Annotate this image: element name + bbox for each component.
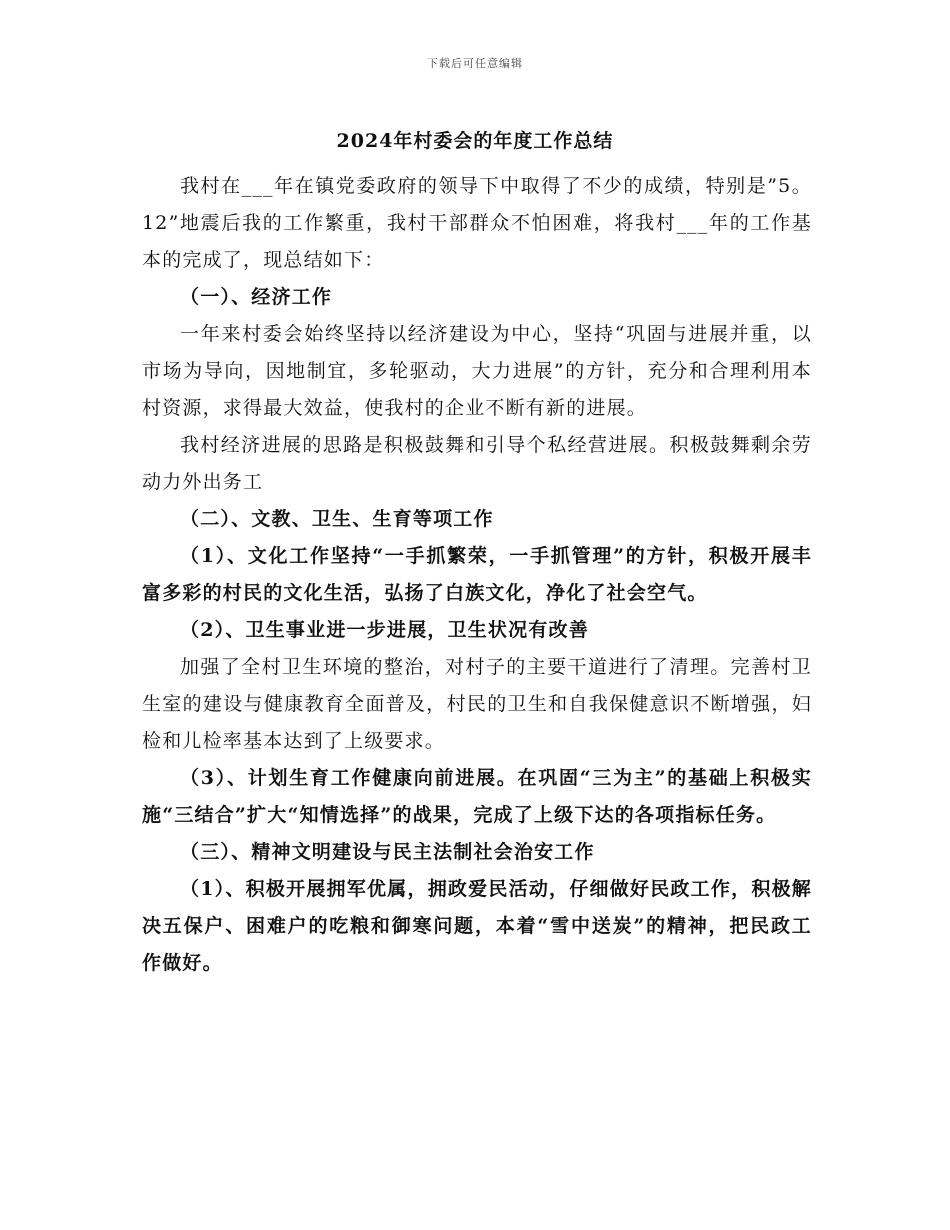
section-heading-civilization: （三）、精神文明建设与民主法制社会治安工作 xyxy=(180,841,595,863)
section-heading-culture-health: （二）、文教、卫生、生育等项工作 xyxy=(180,508,494,530)
section-heading-economy: （一）、经济工作 xyxy=(180,286,333,308)
document-title: 2024年村委会的年度工作总结 xyxy=(336,130,614,152)
subheading-health: （2）、卫生事业进一步进展，卫生状况有改善 xyxy=(180,619,589,641)
document-body xyxy=(142,168,812,982)
header-note: 下载后可任意编辑 xyxy=(427,57,523,70)
paragraph-economy-2: 我村经济进展的思路是积极鼓舞和引导个私经营进展。积极鼓舞剩余劳动力外出务工 xyxy=(142,434,812,493)
paragraph-economy-1: 一年来村委会始终坚持以经济建设为中心，坚持“巩固与进展并重，以市场为导向，因地制宜，多轮驱动，大力进展”的方针，充分和合理利用本村资源，求得最大效益，使我村的企业不断有新的进展。 xyxy=(142,323,812,419)
paragraph-intro: 我村在___年在镇党委政府的领导下中取得了不少的成绩，特别是”5。12”地震后我的工作繁重，我村干部群众不怕困难，将我村___年的工作基本的完成了，现总结如下： xyxy=(142,175,812,271)
paragraph-family-planning: （3）、计划生育工作健康向前进展。在巩固“三为主”的基础上积极实施“三结合”扩大“知情选择”的战果，完成了上级下达的各项指标任务。 xyxy=(142,767,812,826)
paragraph-health: 加强了全村卫生环境的整治，对村子的主要干道进行了清理。完善村卫生室的建设与健康教育全面普及，村民的卫生和自我保健意识不断增强，妇检和儿检率基本达到了上级要求。 xyxy=(142,656,812,752)
paragraph-civil-affairs: （1）、积极开展拥军优属，拥政爱民活动，仔细做好民政工作，积极解决五保户、困难户的吃粮和御寒问题，本着“雪中送炭”的精神，把民政工作做好。 xyxy=(142,878,812,974)
paragraph-culture: （1）、文化工作坚持“一手抓繁荣，一手抓管理”的方针，积极开展丰富多彩的村民的文化生活，弘扬了白族文化，净化了社会空气。 xyxy=(142,545,812,604)
